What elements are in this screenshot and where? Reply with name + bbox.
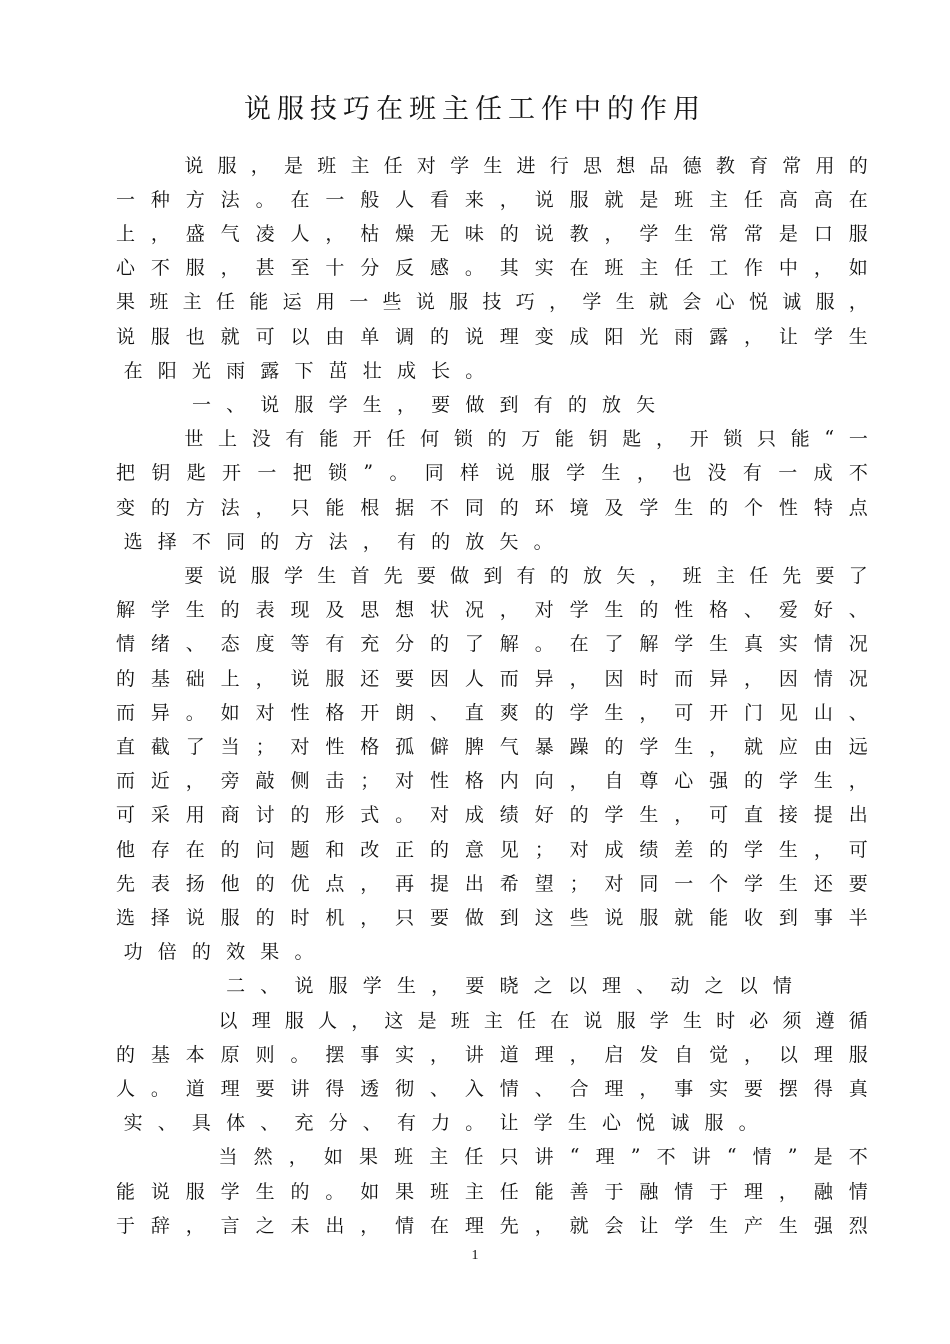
body-line: 说 服 也 就 可 以 由 单 调 的 说 理 变 成 阳 光 雨 露 ， 让 学 生 xyxy=(116,325,868,348)
body-line: 当 然 ， 如 果 班 主 任 只 讲 “ 理 ” 不 讲 “ 情 ” 是 不 xyxy=(218,1144,868,1169)
body-line: 他 存 在 的 问 题 和 改 正 的 意 见 ； 对 成 绩 差 的 学 生 ， 可 xyxy=(116,838,868,861)
body-line: 能 说 服 学 生 的 。 如 果 班 主 任 能 善 于 融 情 于 理 ， 融 情 xyxy=(116,1180,868,1203)
body-line: 而 异 。 如 对 性 格 开 朗 、 直 爽 的 学 生 ， 可 开 门 见 山 、 xyxy=(116,701,868,724)
body-line: 果 班 主 任 能 运 用 一 些 说 服 技 巧 ， 学 生 就 会 心 悦 诚 服 ， xyxy=(116,291,868,314)
body-line: 变 的 方 法 ， 只 能 根 据 不 同 的 环 境 及 学 生 的 个 性 特 点 xyxy=(116,496,868,519)
body-line: 的 基 础 上 ， 说 服 还 要 因 人 而 异 ， 因 时 而 异 ， 因 情 况 xyxy=(116,667,868,690)
body-line: 上 ， 盛 气 凌 人 ， 枯 燥 无 味 的 说 教 ， 学 生 常 常 是 口 服 xyxy=(116,222,868,245)
body-line: 的 基 本 原 则 。 摆 事 实 ， 讲 道 理 ， 启 发 自 觉 ， 以 理 服 xyxy=(116,1043,868,1066)
page-number: 1 xyxy=(471,1248,479,1263)
body-line: 世 上 没 有 能 开 任 何 锁 的 万 能 钥 匙 ， 开 锁 只 能 “ 一 xyxy=(184,426,868,451)
document-title: 说服技巧在班主任工作中的作用 xyxy=(244,94,706,125)
body-line: 一 种 方 法 。 在 一 般 人 看 来 ， 说 服 就 是 班 主 任 高 高 在 xyxy=(116,188,868,211)
body-line: 实 、 具 体 、 充 分 、 有 力 。 让 学 生 心 悦 诚 服 。 xyxy=(123,1112,758,1135)
body-line: 人 。 道 理 要 讲 得 透 彻 、 入 情 、 合 理 ， 事 实 要 摆 得 真 xyxy=(116,1077,868,1100)
body-line: 在 阳 光 雨 露 下 茁 壮 成 长 。 xyxy=(123,359,485,382)
body-line: 先 表 扬 他 的 优 点 ， 再 提 出 希 望 ； 对 同 一 个 学 生 还 要 xyxy=(116,872,868,895)
body-line: 心 不 服 ， 甚 至 十 分 反 感 。 其 实 在 班 主 任 工 作 中 ， 如 xyxy=(116,257,868,280)
body-line: 选 择 说 服 的 时 机 ， 只 要 做 到 这 些 说 服 就 能 收 到 事 半 xyxy=(116,906,868,929)
body-line: 以 理 服 人 ， 这 是 班 主 任 在 说 服 学 生 时 必 须 遵 循 xyxy=(218,1009,868,1032)
body-line: 于 辞 ， 言 之 未 出 ， 情 在 理 先 ， 就 会 让 学 生 产 生 强 烈 xyxy=(116,1214,868,1237)
body-line: 把 钥 匙 开 一 把 锁 ” 。 同 样 说 服 学 生 ， 也 没 有 一 成 不 xyxy=(116,460,868,485)
body-line: 说 服 ， 是 班 主 任 对 学 生 进 行 思 想 品 德 教 育 常 用 的 xyxy=(184,154,868,177)
body-line: 选 择 不 同 的 方 法 ， 有 的 放 矢 。 xyxy=(123,530,553,553)
body-line: 可 采 用 商 讨 的 形 式 。 对 成 绩 好 的 学 生 ， 可 直 接 提 出 xyxy=(116,804,868,827)
body-line: 二 、 说 服 学 生 ， 要 晓 之 以 理 、 动 之 以 情 xyxy=(226,975,792,998)
body-line: 一 、 说 服 学 生 ， 要 做 到 有 的 放 矢 xyxy=(191,393,656,416)
body-line: 情 绪 、 态 度 等 有 充 分 的 了 解 。 在 了 解 学 生 真 实 情 况 xyxy=(116,633,868,656)
body-line: 功 倍 的 效 果 。 xyxy=(123,941,314,964)
body-line: 解 学 生 的 表 现 及 思 想 状 况 ， 对 学 生 的 性 格 、 爱 好 、 xyxy=(116,599,868,622)
body-line: 要 说 服 学 生 首 先 要 做 到 有 的 放 矢 ， 班 主 任 先 要 了 xyxy=(184,564,868,587)
body-line: 而 近 ， 旁 敲 侧 击 ； 对 性 格 内 向 ， 自 尊 心 强 的 学 生 ， xyxy=(116,770,868,793)
body-line: 直 截 了 当 ； 对 性 格 孤 僻 脾 气 暴 躁 的 学 生 ， 就 应 由 远 xyxy=(116,735,868,758)
